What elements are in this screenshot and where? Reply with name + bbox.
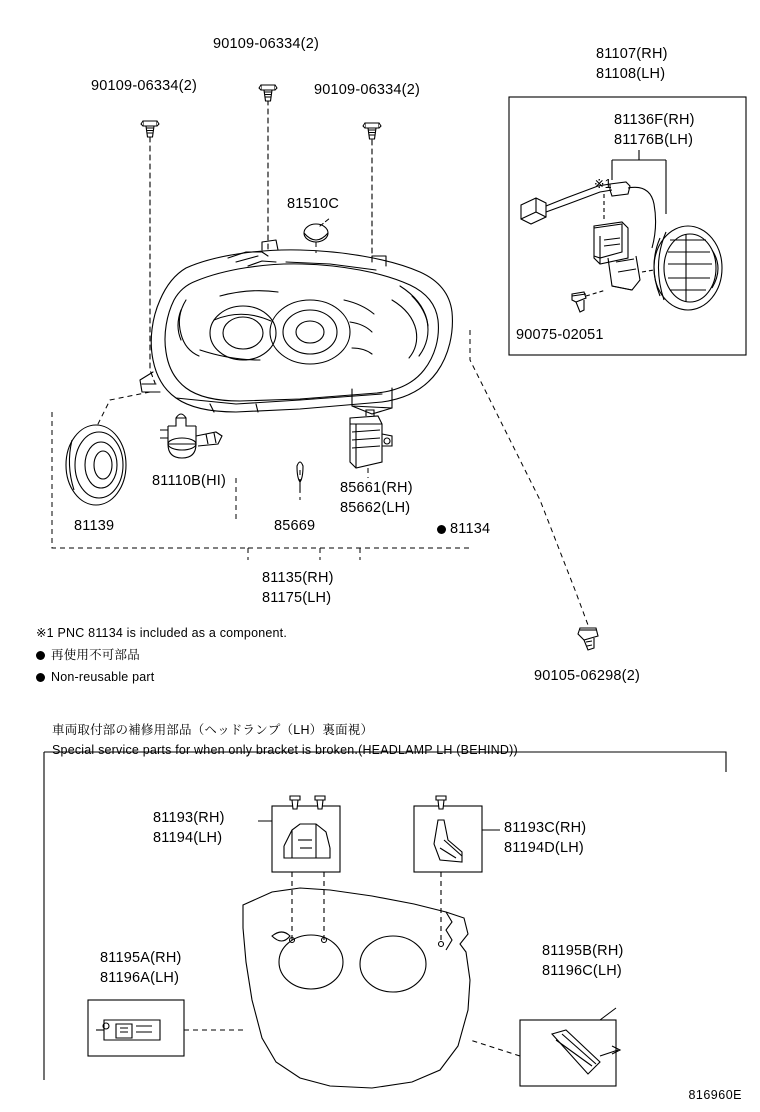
- callout-cap-81510c: 81510C: [287, 196, 339, 212]
- callout-bulb-81110b: 81110B(HI): [152, 473, 226, 489]
- callout-bracket-96c-lh: 81196C(LH): [542, 963, 622, 979]
- non-reusable-dot-jp: [36, 651, 45, 660]
- callout-seal-81139: 81139: [74, 518, 115, 534]
- note-en-nonreusable: Non-reusable part: [51, 670, 155, 684]
- callout-unit-rh: 81107(RH): [596, 46, 668, 62]
- callout-lens-lh: 81175(LH): [262, 590, 332, 606]
- callout-clip-85669: 85669: [274, 518, 316, 534]
- callout-bracket-d-lh: 81194D(LH): [504, 840, 584, 856]
- callout-motor-lh: 85662(LH): [340, 500, 411, 516]
- callout-bracket-95b-rh: 81195B(RH): [542, 943, 624, 959]
- callout-bracket-96a-lh: 81196A(LH): [100, 970, 180, 986]
- callout-cover-rh: 81136F(RH): [614, 112, 695, 128]
- callout-cover-lh: 81176B(LH): [614, 132, 694, 148]
- callout-bracket-95a-rh: 81195A(RH): [100, 950, 182, 966]
- ref-mark-1: ※1: [594, 177, 612, 191]
- callout-nut-90105: 90105-06298(2): [534, 668, 640, 684]
- callout-bracket-a-rh: 81193(RH): [153, 810, 225, 826]
- callout-bracket-a-lh: 81194(LH): [153, 830, 223, 846]
- note-jp-nonreusable: 再使用不可部品: [51, 648, 140, 662]
- callout-lens-rh: 81135(RH): [262, 570, 334, 586]
- callout-unit-lh: 81108(LH): [596, 66, 666, 82]
- non-reusable-dot-81134: [437, 525, 446, 534]
- callout-bolt-top-left: 90109-06334(2): [91, 78, 197, 94]
- section-title-jp: 車両取付部の補修用部品（ヘッドランプ（LH）裏面視）: [52, 723, 374, 737]
- figure-code: 816960E: [688, 1088, 742, 1102]
- callout-screw-90075: 90075-02051: [516, 327, 604, 343]
- callout-bolt-top-right: 90109-06334(2): [314, 82, 420, 98]
- non-reusable-dot-en: [36, 673, 45, 682]
- section-title-en: Special service parts for when only bracket is broken.(HEADLAMP LH (BEHIND)): [52, 743, 518, 757]
- note-pnc-81134: ※1 PNC 81134 is included as a component.: [36, 626, 288, 640]
- callout-bolt-top-center: 90109-06334(2): [213, 36, 319, 52]
- callout-motor-rh: 85661(RH): [340, 480, 413, 496]
- callout-bracket-c-rh: 81193C(RH): [504, 820, 587, 836]
- callout-part-81134: 81134: [450, 521, 491, 537]
